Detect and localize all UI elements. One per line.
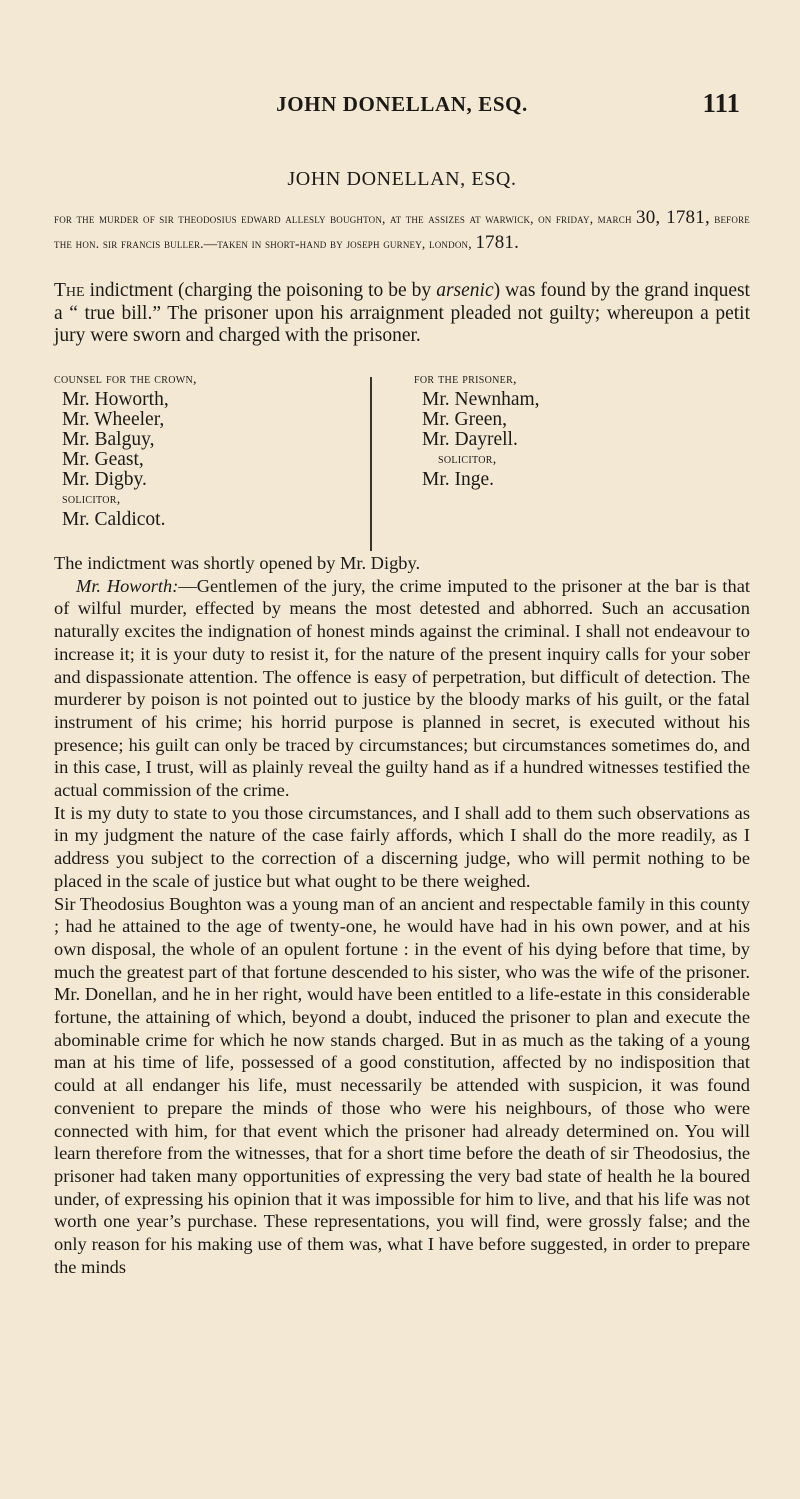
column-divider	[370, 377, 372, 551]
case-subtitle	[54, 206, 750, 256]
speech-text: —Gentlemen of the jury, the crime imputed to the prisoner at the bar is that of wilful murder, effected by means the most detested and abhorred. Such an accusation naturally excites the indignation of honest minds against the criminal. I shall not endeavour to increase it; it is your duty to resist it, for the nature of the present inquiry calls for your sober and dispassionate attention. The offence is easy of perpetration, but difficult of detection. The murderer by poison is not pointed out to justice by the bloody marks of his guilt, or the fatal instrument of his crime; his horrid purpose is planned in secret, is executed without his presence; his guilt can only be traced by circumstances; but circumstances sometimes do, and in this case, I trust, will as plainly reveal the guilty hand as if a hundred witnesses testified the actual commission of the crime.	[54, 575, 750, 801]
case-title: JOHN DONELLAN, ESQ.	[287, 168, 517, 190]
page-number: 111	[702, 88, 740, 118]
speech-paragraph	[54, 575, 750, 802]
crown-counsel-name: Mr. Howorth,	[62, 389, 169, 410]
subtitle-date: 30, 1781,	[636, 207, 710, 228]
crown-counsel-name: Mr. Geast,	[62, 449, 144, 470]
crown-counsel-name: Mr. Wheeler,	[62, 409, 165, 430]
crown-solicitor-label: solicitor,	[62, 492, 121, 507]
intro-text-2: ) was found by the grand inquest a “ true bill.” The prisoner upon his arraignment pleaded not guilty; whereupon a petit jury were sworn and charged with the prisoner.	[54, 280, 750, 347]
running-header	[54, 88, 750, 124]
paragraph-3: Sir Theodosius Boughton was a young man of an ancient and respectable family in this county ; had he attained to the age of twenty-one, he would have had in his own power, and at his own disposal, the whole of an opulent fortune : in the event of his dying before that time, by much the greatest part of that fortune descended to his sister, who was the wife of the prisoner. Mr. Donellan, and he in her right, would have been entitled to a life-estate in this considerable fortune, the attaining of which, beyond a doubt, induced the prisoner to plan and execute the abominable crime for which he now stands charged. But in as much as the taking of a young man at his time of life, possessed of a good constitution, affected by no indisposition that could at all endanger his life, must necessarily be attended with suspicion, it was found convenient to prepare the minds of those who were his neighbours, of those who were connected with him, for that event which the prisoner had already determined on. You will learn therefore from the witnesses, that for a short time before the death of sir Theodosius, the prisoner had taken many opportunities of expressing the very bad state of health he la boured under, of expressing his opinion that it was impossible for him to live, and that his life was not worth one year’s purchase. These representations, you will find, were grossly false; and the only reason for his making use of them was, what I have before suggested, in order to prepare the minds	[54, 893, 750, 1277]
intro-paragraph	[54, 280, 750, 348]
crown-counsel-column	[54, 370, 334, 530]
opening-line: The indictment was shortly opened by Mr. Digby.	[54, 553, 421, 573]
subtitle-text-1: for the murder of sir theodosius edward allesly boughton, at the assizes at warwick, on friday, march	[54, 211, 637, 226]
prisoner-counsel-name: Mr. Dayrell.	[422, 429, 518, 450]
prisoner-counsel-name: Mr. Green,	[422, 409, 508, 430]
intro-lead-word: The	[54, 280, 85, 301]
page-content	[54, 0, 750, 1499]
prisoner-counsel-heading: for the prisoner,	[414, 372, 517, 387]
prisoner-solicitor-label: solicitor,	[438, 452, 497, 467]
crown-solicitor-name: Mr. Caldicot.	[62, 509, 166, 530]
prisoner-counsel-column	[414, 370, 744, 490]
crown-counsel-name: Mr. Balguy,	[62, 429, 155, 450]
intro-emphasis: arsenic	[436, 280, 494, 301]
prisoner-solicitor-name: Mr. Inge.	[422, 469, 495, 490]
crown-counsel-name: Mr. Digby.	[62, 469, 147, 490]
subtitle-text-2: before the hon. sir francis buller.—taken in short-hand by joseph gurney, london,	[54, 211, 750, 251]
crown-counsel-heading: counsel for the crown,	[54, 372, 197, 387]
speaker-name: Mr. Howorth:	[76, 575, 179, 596]
counsel-listing	[54, 370, 750, 530]
subtitle-year: 1781.	[475, 232, 520, 253]
body-text	[54, 552, 750, 1279]
running-title: JOHN DONELLAN, ESQ.	[276, 92, 528, 116]
intro-text-1: indictment (charging the poisoning to be by	[84, 280, 437, 301]
prisoner-counsel-name: Mr. Newnham,	[422, 389, 540, 410]
paragraph-2: It is my duty to state to you those circumstances, and I shall add to them such observations as in my judgment the nature of the case fairly affords, which I shall do the more readily, as I address you subject to the correction of a discerning judge, who will permit nothing to be placed in the scale of justice but what ought to be there weighed.	[54, 802, 750, 891]
